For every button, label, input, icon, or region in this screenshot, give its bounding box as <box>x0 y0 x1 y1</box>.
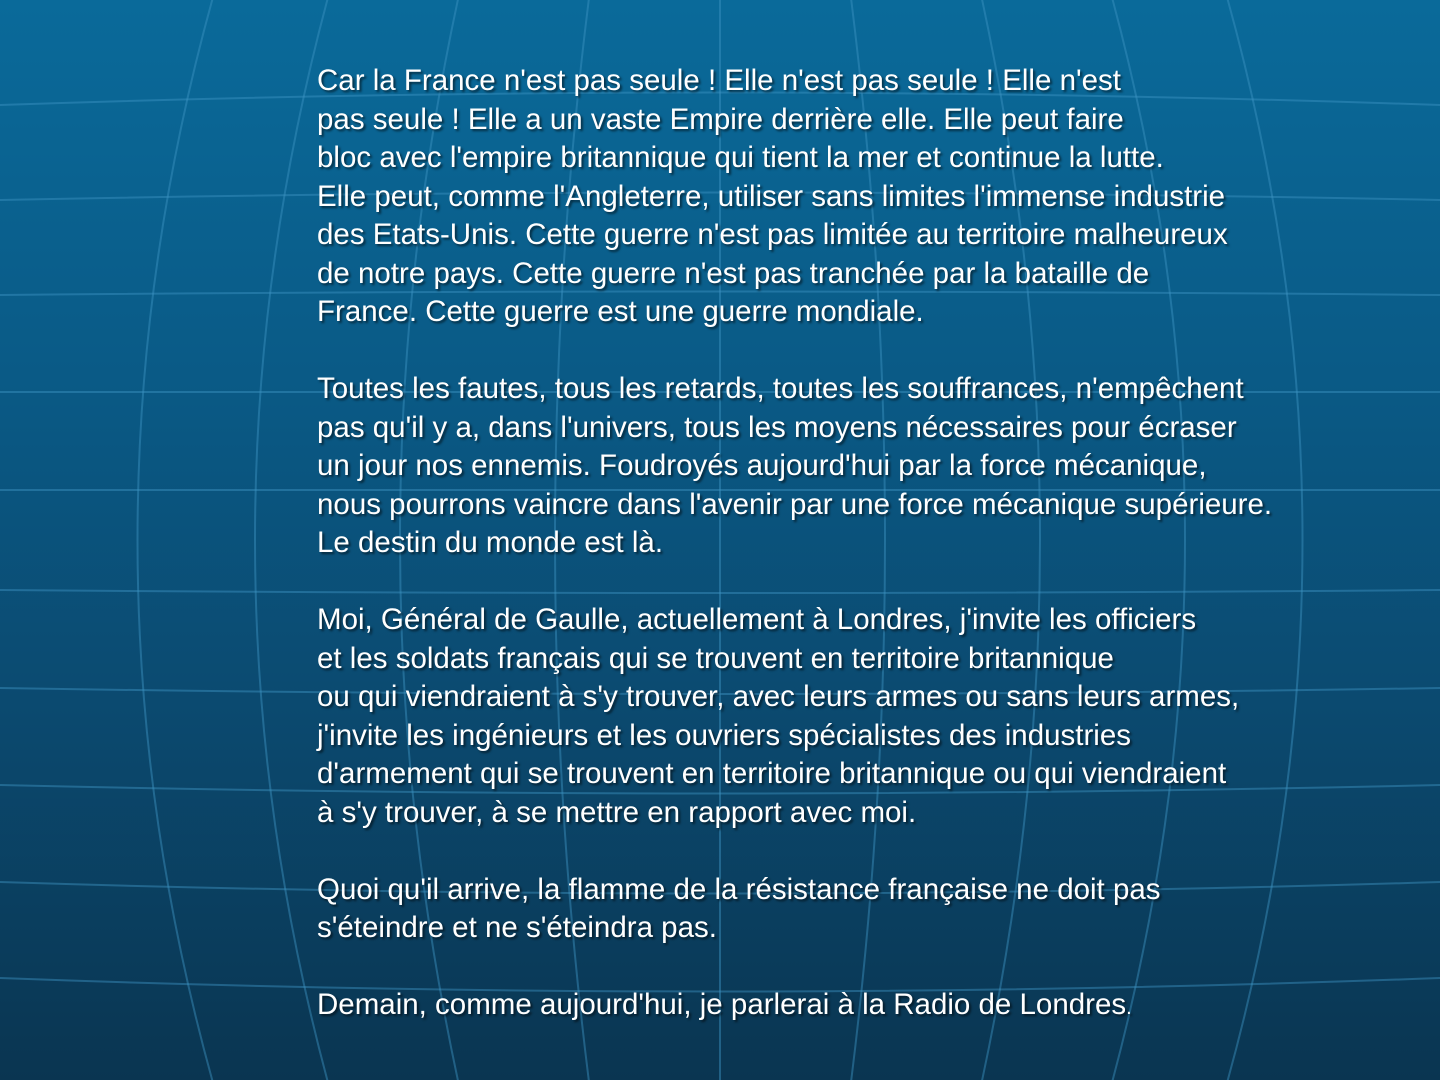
text-line: Le destin du monde est là. <box>317 526 664 559</box>
text-line: bloc avec l'empire britannique qui tient la mer et continue la lutte. <box>317 141 1164 174</box>
closing-sentence: Demain, comme aujourd'hui, je parlerai à la Radio de Londres <box>317 988 1127 1021</box>
text-line <box>317 986 1417 1028</box>
text-line: ou qui viendraient à s'y trouver, avec leurs armes ou sans leurs armes, <box>317 680 1240 713</box>
text-line: pas qu'il y a, dans l'univers, tous les moyens nécessaires pour écraser <box>317 410 1237 444</box>
text-line: à s'y trouver, à se mettre en rapport avec moi. <box>317 795 917 829</box>
text-line: Elle peut, comme l'Angleterre, utiliser sans limites l'immense industrie <box>317 179 1226 213</box>
text-line: des Etats-Unis. Cette guerre n'est pas limitée au territoire malheureux <box>317 218 1228 251</box>
text-line: Toutes les fautes, tous les retards, toutes les souffrances, n'empêchent <box>317 372 1244 405</box>
text-line: France. Cette guerre est une guerre mondiale. <box>317 295 924 328</box>
paragraph-4 <box>317 871 1417 948</box>
paragraph-3 <box>317 601 1417 832</box>
paragraph-5 <box>317 986 1417 1028</box>
text-line: Quoi qu'il arrive, la flamme de la résistance française ne doit pas <box>317 872 1161 906</box>
paragraph-1 <box>317 62 1417 332</box>
text-line: Moi, Général de Gaulle, actuellement à Londres, j'invite les officiers <box>317 603 1197 636</box>
text-line: nous pourrons vaincre dans l'avenir par une force mécanique supérieure. <box>317 487 1273 521</box>
text-line: et les soldats français qui se trouvent en territoire britannique <box>317 641 1114 675</box>
text-line: Car la France n'est pas seule ! Elle n'est pas seule ! Elle n'est <box>317 64 1121 97</box>
text-line: un jour nos ennemis. Foudroyés aujourd'hui par la force mécanique, <box>317 449 1207 482</box>
paragraph-2 <box>317 370 1417 563</box>
text-line: j'invite les ingénieurs et les ouvriers spécialistes des industries <box>317 718 1131 752</box>
closing-period: . <box>1126 997 1132 1019</box>
text-line: de notre pays. Cette guerre n'est pas tranchée par la bataille de <box>317 256 1150 290</box>
grid-longitude-line <box>138 0 216 1080</box>
text-line: pas seule ! Elle a un vaste Empire derrière elle. Elle peut faire <box>317 102 1124 136</box>
text-line: s'éteindre et ne s'éteindra pas. <box>317 911 717 944</box>
text-line: d'armement qui se trouvent en territoire britannique ou qui viendraient <box>317 757 1227 790</box>
speech-text-body <box>317 62 1417 1066</box>
